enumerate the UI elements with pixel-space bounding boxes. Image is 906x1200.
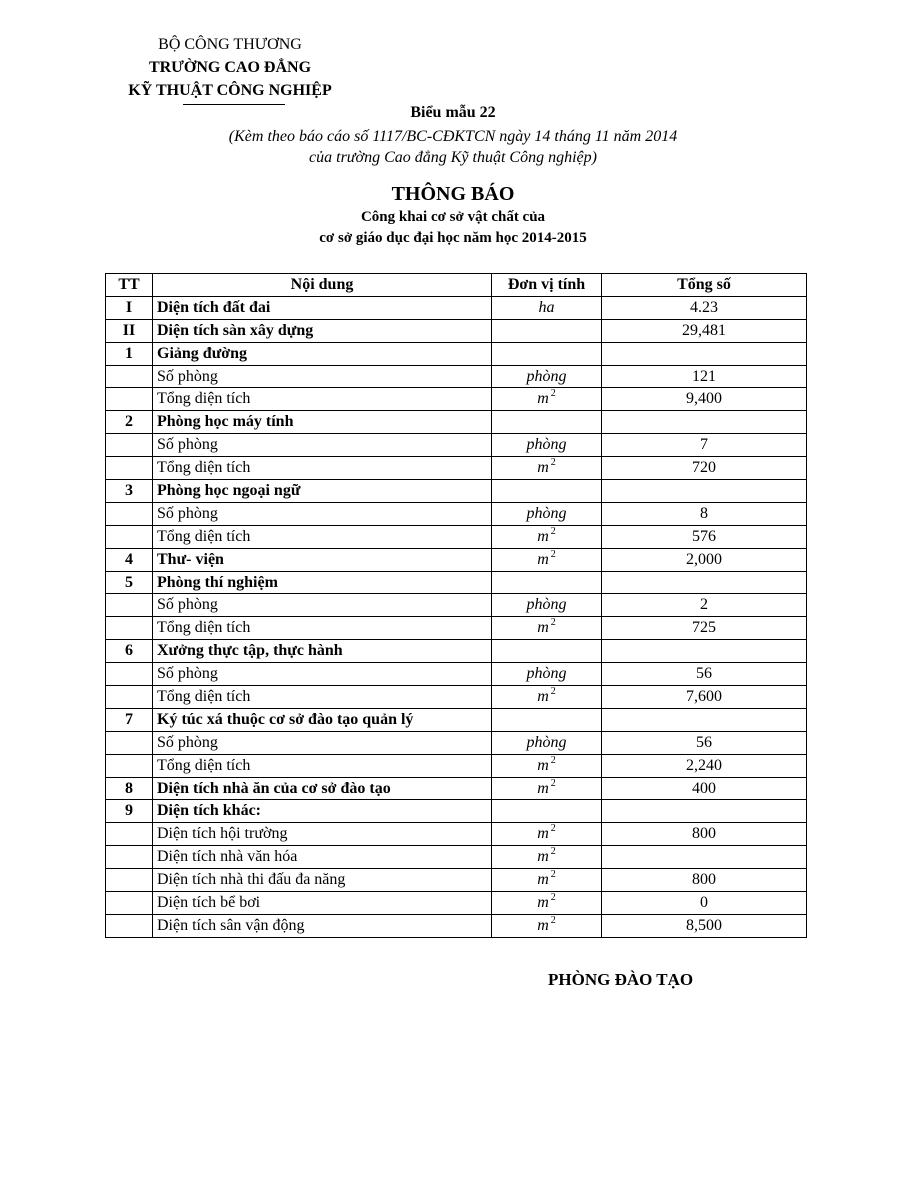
row-tt: 6 [106,640,153,663]
form-number: Biểu mẫu 22 [410,104,496,121]
table-row [106,502,807,525]
document-title-line3: cơ sở giáo dục đại học năm học 2014-2015 [319,230,587,246]
row-content: Tổng diện tích [153,686,492,709]
row-unit [492,548,602,571]
unit-text: m [537,527,549,545]
document-title-line2: Công khai cơ sở vật chất của [360,209,546,225]
unit-text: phòng [526,665,567,683]
row-unit [492,640,602,663]
row-total [602,480,807,503]
unit-superscript: 2 [550,891,556,903]
table-header-row [106,274,807,297]
row-total: 725 [602,617,807,640]
table-row [106,892,807,915]
row-content: Diện tích bể bơi [153,892,492,915]
table-row [106,365,807,388]
row-total: 8 [602,502,807,525]
row-total [602,571,807,594]
table-row [106,434,807,457]
row-total [602,411,807,434]
unit-superscript: 2 [550,823,556,835]
table-row [106,686,807,709]
row-content: Tổng diện tích [153,457,492,480]
row-tt [106,502,153,525]
unit-text: m [537,756,549,774]
row-tt: I [106,296,153,319]
row-total [602,342,807,365]
row-unit [492,388,602,411]
unit-text: m [537,916,549,934]
table-row [106,411,807,434]
row-unit [492,846,602,869]
row-unit [492,365,602,388]
row-unit [492,754,602,777]
row-tt [106,914,153,937]
table-row [106,480,807,503]
row-unit [492,342,602,365]
table-row [106,617,807,640]
row-content: Diện tích sân vận động [153,914,492,937]
subtitle-line1: (Kèm theo báo cáo số 1117/BC-CĐKTCN ngày 14 tháng 11 năm 2014 [228,128,678,145]
row-total: 720 [602,457,807,480]
unit-text: m [537,825,549,843]
row-unit [492,617,602,640]
table-row [106,640,807,663]
row-total: 8,500 [602,914,807,937]
row-tt: 4 [106,548,153,571]
table-row [106,342,807,365]
unit-superscript: 2 [550,869,556,881]
unit-superscript: 2 [550,846,556,858]
unit-text: m [537,459,549,477]
unit-superscript: 2 [550,617,556,629]
row-content: Diện tích nhà ăn của cơ sở đào tạo [153,777,492,800]
row-content: Phòng học máy tính [153,411,492,434]
row-total: 7,600 [602,686,807,709]
table-row [106,296,807,319]
row-content: Số phòng [153,594,492,617]
row-tt: 9 [106,800,153,823]
row-content: Diện tích sàn xây dựng [153,319,492,342]
row-total: 56 [602,663,807,686]
row-unit [492,823,602,846]
row-tt: 5 [106,571,153,594]
row-unit [492,663,602,686]
row-content: Số phòng [153,365,492,388]
table-row [106,457,807,480]
unit-superscript: 2 [550,388,556,400]
row-tt: 8 [106,777,153,800]
row-tt [106,846,153,869]
row-unit [492,800,602,823]
row-tt [106,594,153,617]
row-tt: 1 [106,342,153,365]
row-tt [106,663,153,686]
unit-text: m [537,390,549,408]
row-total: 56 [602,731,807,754]
table-row [106,548,807,571]
row-total: 2,240 [602,754,807,777]
row-content: Diện tích nhà thi đấu đa năng [153,869,492,892]
row-unit [492,686,602,709]
row-unit [492,731,602,754]
row-total: 0 [602,892,807,915]
row-content: Giảng đường [153,342,492,365]
row-content: Ký túc xá thuộc cơ sở đào tạo quản lý [153,708,492,731]
row-tt: II [106,319,153,342]
row-tt [106,434,153,457]
row-unit [492,594,602,617]
unit-text: m [537,779,549,797]
row-tt [106,525,153,548]
unit-text: m [537,687,549,705]
row-content: Số phòng [153,502,492,525]
unit-superscript: 2 [550,914,556,926]
row-unit [492,869,602,892]
unit-superscript: 2 [550,548,556,560]
table-row [106,823,807,846]
row-tt: 2 [106,411,153,434]
header-unit: Đơn vị tính [492,274,602,297]
unit-text: m [537,871,549,889]
row-content: Tổng diện tích [153,754,492,777]
signature-department: PHÒNG ĐÀO TẠO [548,970,694,989]
table-row [106,708,807,731]
table-row [106,525,807,548]
table-row [106,594,807,617]
row-content: Số phòng [153,731,492,754]
row-unit [492,434,602,457]
subtitle-line2: của trường Cao đẳng Kỹ thuật Công nghiệp) [309,149,597,166]
row-content: Số phòng [153,663,492,686]
row-total: 9,400 [602,388,807,411]
row-total: 29,481 [602,319,807,342]
row-content: Thư- viện [153,548,492,571]
row-total: 800 [602,869,807,892]
row-tt [106,754,153,777]
unit-superscript: 2 [550,457,556,469]
row-total: 400 [602,777,807,800]
unit-text: m [537,619,549,637]
row-tt [106,869,153,892]
unit-text: phòng [526,733,567,751]
unit-text: m [537,848,549,866]
table-row [106,731,807,754]
row-total [602,640,807,663]
unit-text: phòng [526,436,567,454]
table-row [106,754,807,777]
unit-superscript: 2 [550,685,556,697]
table-row [106,846,807,869]
row-unit [492,777,602,800]
row-unit [492,502,602,525]
table-row [106,869,807,892]
row-total [602,800,807,823]
unit-superscript: 2 [550,525,556,537]
row-unit [492,571,602,594]
row-content: Xưởng thực tập, thực hành [153,640,492,663]
row-tt [106,388,153,411]
row-content: Diện tích hội trường [153,823,492,846]
document-title: THÔNG BÁO [391,183,515,205]
row-content: Tổng diện tích [153,525,492,548]
row-tt: 3 [106,480,153,503]
row-tt [106,365,153,388]
header-total: Tổng số [602,274,807,297]
ministry-name: BỘ CÔNG THƯƠNG [158,36,302,53]
row-tt [106,686,153,709]
unit-text: m [537,550,549,568]
college-name-line1: TRƯỜNG CAO ĐẲNG [148,59,312,76]
row-tt [106,892,153,915]
unit-text: phòng [526,367,567,385]
row-unit [492,319,602,342]
row-unit [492,457,602,480]
row-unit [492,914,602,937]
row-content: Phòng thí nghiệm [153,571,492,594]
row-tt: 7 [106,708,153,731]
row-content: Số phòng [153,434,492,457]
row-unit [492,296,602,319]
row-total [602,708,807,731]
row-content: Phòng học ngoại ngữ [153,480,492,503]
unit-text: phòng [526,596,567,614]
row-total [602,846,807,869]
unit-superscript: 2 [550,777,556,789]
row-unit [492,525,602,548]
row-total: 576 [602,525,807,548]
table-row [106,663,807,686]
table-row [106,914,807,937]
row-total: 2 [602,594,807,617]
row-unit [492,480,602,503]
table-row [106,800,807,823]
table-body [106,296,807,937]
college-name-line2: KỸ THUẬT CÔNG NGHIỆP [128,82,332,99]
header-content: Nội dung [153,274,492,297]
row-total: 121 [602,365,807,388]
unit-superscript: 2 [550,754,556,766]
unit-text: ha [538,298,555,316]
row-total: 2,000 [602,548,807,571]
row-content: Diện tích nhà văn hóa [153,846,492,869]
row-total: 7 [602,434,807,457]
header-tt: TT [106,274,153,297]
table-row [106,388,807,411]
row-content: Tổng diện tích [153,388,492,411]
table-row [106,777,807,800]
row-content: Diện tích khác: [153,800,492,823]
row-tt [106,457,153,480]
unit-text: m [537,893,549,911]
row-content: Tổng diện tích [153,617,492,640]
row-total: 4.23 [602,296,807,319]
row-unit [492,892,602,915]
row-tt [106,617,153,640]
table-row [106,571,807,594]
row-tt [106,731,153,754]
unit-text: phòng [526,504,567,522]
row-unit [492,411,602,434]
row-unit [492,708,602,731]
facilities-table [105,273,807,938]
row-content: Diện tích đất đai [153,296,492,319]
row-total: 800 [602,823,807,846]
table-row [106,319,807,342]
row-tt [106,823,153,846]
